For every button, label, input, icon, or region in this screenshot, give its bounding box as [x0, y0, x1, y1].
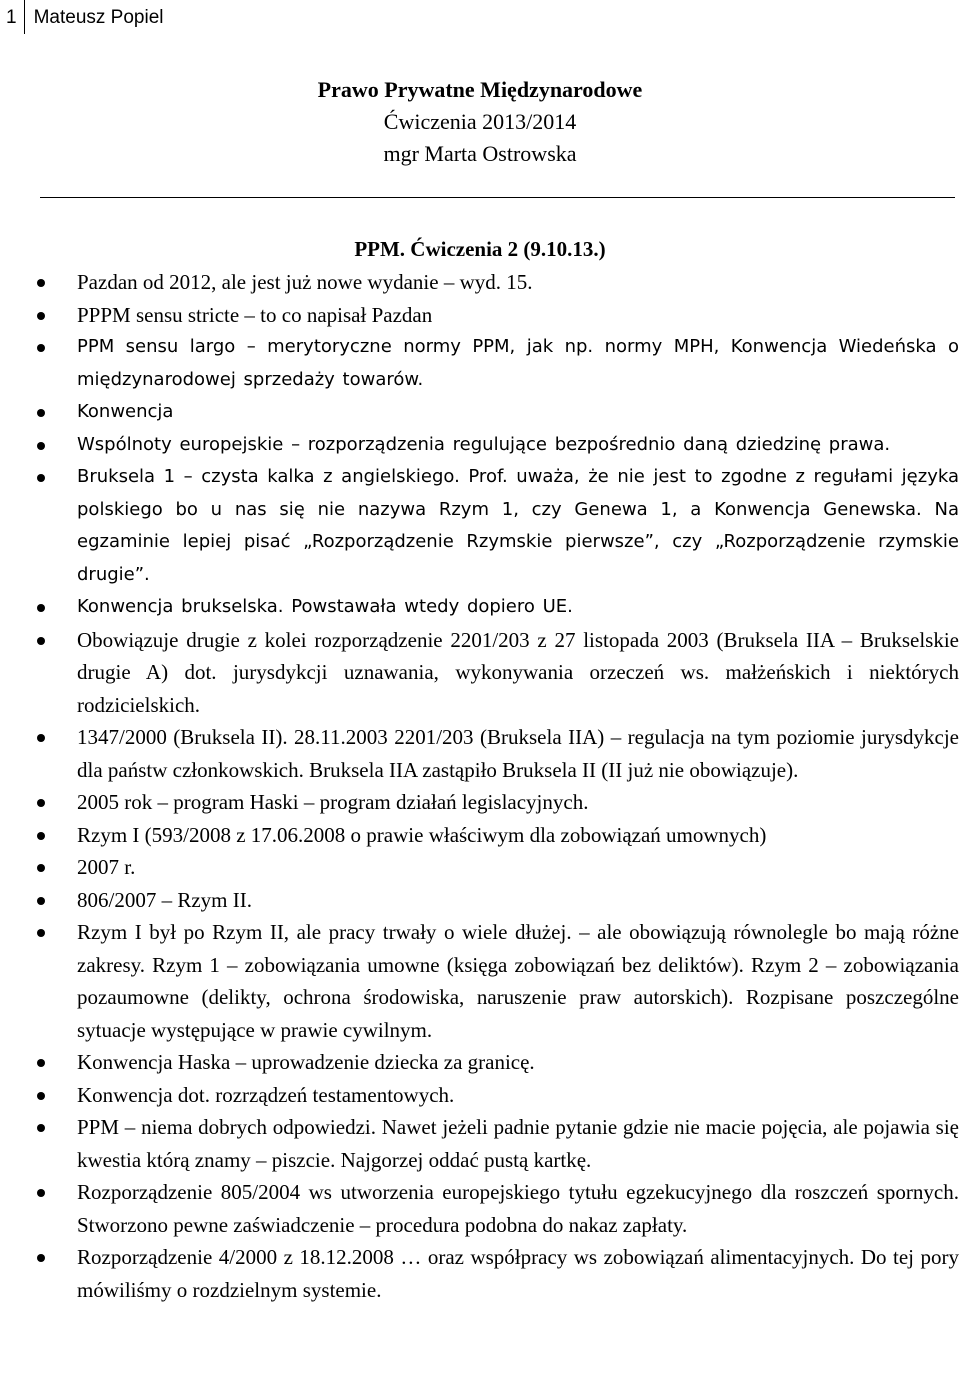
note-item: 1347/2000 (Bruksela II). 28.11.2003 2201/203 (Bruksela IIA) – regulacja na tym poziomie jurysdykcje dla państw członkowskich. Bruksela IIA zastąpiło Bruksela II (II już nie obowiązuje).: [77, 721, 959, 786]
course-title: Prawo Prywatne Międzynarodowe: [317, 77, 643, 102]
note-item: Pazdan od 2012, ale jest już nowe wydanie – wyd. 15.: [77, 266, 959, 299]
note-item: Rzym I był po Rzym II, ale pracy trwały o wiele dłużej. – ale obowiązują równolegle bo mają różne zakresy. Rzym 1 – zobowiązania umowne (księga zobowiązań bez deliktów). Rzym 2 – zobowiązania pozaumowne (delikty, ochrona środowiska, naruszenie praw autorskich). Rozpisane poszczególne sytuacje występujące w prawie cywilnym.: [77, 916, 959, 1046]
section-heading: PPM. Ćwiczenia 2 (9.10.13.): [354, 237, 606, 261]
note-item: Rzym I (593/2008 z 17.06.2008 o prawie właściwym dla zobowiązań umownych): [77, 819, 959, 852]
note-item: 2005 rok – program Haski – program działań legislacyjnych.: [77, 786, 959, 819]
note-item: PPM sensu largo – merytoryczne normy PPM, jak np. normy MPH, Konwencja Wiedeńska o międzynarodowej sprzedaży towarów.: [77, 331, 959, 396]
note-item: Obowiązuje drugie z kolei rozporządzenie 2201/203 z 27 listopada 2003 (Bruksela IIA – Brukselskie drugie A) dot. jurysdykcji uznawania, wykonywania orzeczeń ws. małżeńskich i niektórych rodzicielskich.: [77, 624, 959, 722]
note-item: PPPM sensu stricte – to co napisał Pazdan: [77, 299, 959, 332]
note-item: Rozporządzenie 805/2004 ws utworzenia europejskiego tytułu egzekucyjnego dla roszczeń spornych. Stworzono pewne zaświadczenie – procedura podobna do nakaz zapłaty.: [77, 1176, 959, 1241]
note-item: 2007 r.: [77, 851, 959, 884]
note-item: Wspólnoty europejskie – rozporządzenia regulujące bezpośrednio daną dziedzinę prawa.: [77, 429, 959, 462]
note-item: 806/2007 – Rzym II.: [77, 884, 959, 917]
course-subtitle: Ćwiczenia 2013/2014: [383, 109, 577, 134]
note-item: Bruksela 1 – czysta kalka z angielskiego. Prof. uważa, że nie jest to zgodne z regułami języka polskiego bo u nas się nie nazywa Rzym 1, czy Genewa 1, a Konwencja Genewska. Na egzaminie lepiej pisać „Rozporządzenie Rzymskie pierwsze”, czy „Rozporządzenie rzymskie drugie”.: [77, 461, 959, 591]
note-item: Konwencja: [77, 396, 959, 429]
note-item: Rozporządzenie 4/2000 z 18.12.2008 … oraz współpracy ws zobowiązań alimentacyjnych. Do tej pory mówiliśmy o rozdzielnym systemie.: [77, 1241, 959, 1306]
notes-list: [77, 266, 959, 1306]
page-header: [0, 0, 163, 34]
header-author: Mateusz Popiel: [33, 7, 164, 28]
title-block: [0, 74, 960, 170]
instructor-name: mgr Marta Ostrowska: [383, 141, 577, 166]
note-item: Konwencja dot. rozrządzeń testamentowych.: [77, 1079, 959, 1112]
note-item: PPM – niema dobrych odpowiedzi. Nawet jeżeli padnie pytanie gdzie nie macie pojęcia, ale pojawia się kwestia którą znamy – piszcie. Najgorzej oddać pustą kartkę.: [77, 1111, 959, 1176]
page-number: 1: [0, 0, 25, 34]
note-item: Konwencja Haska – uprowadzenie dziecka za granicę.: [77, 1046, 959, 1079]
title-divider: [40, 197, 955, 198]
note-item: Konwencja brukselska. Powstawała wtedy dopiero UE.: [77, 591, 959, 624]
